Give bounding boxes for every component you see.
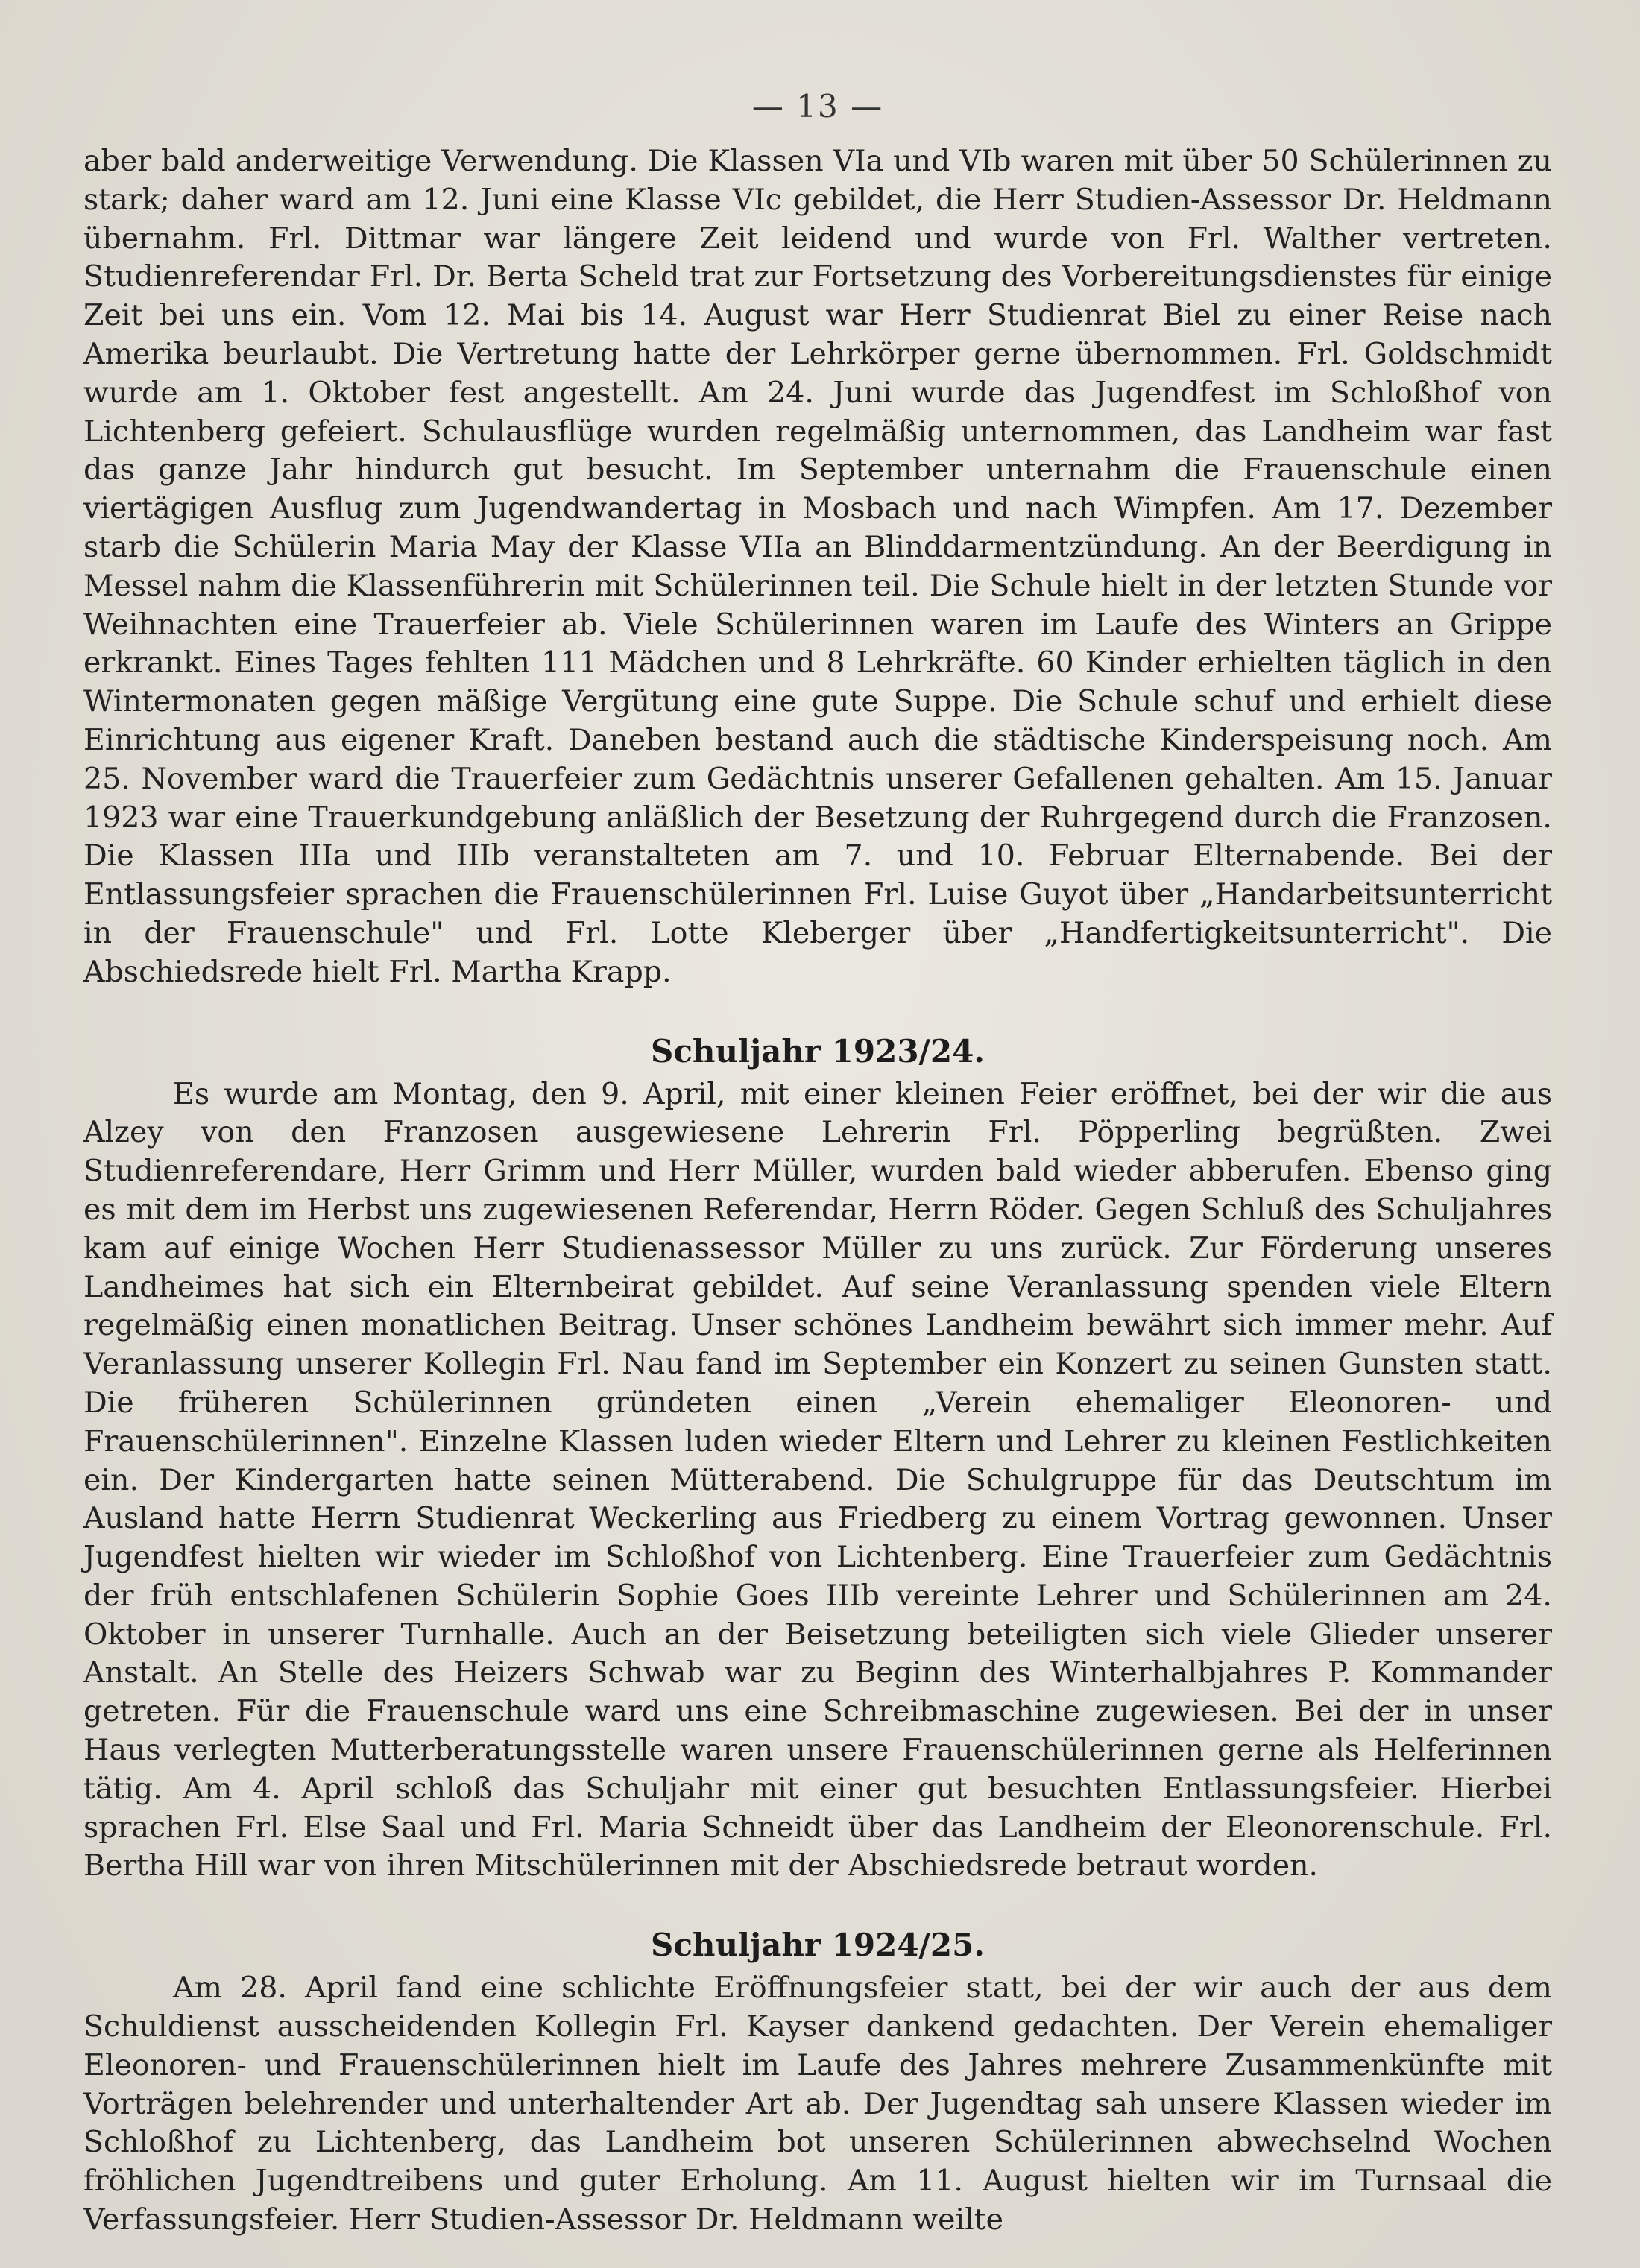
section-text-1923-24: Es wurde am Montag, den 9. April, mit einer kleinen Feier eröffnet, bei der wir die aus Alzey von den Franzosen ausgewiesene Lehrerin Frl. Pöpperling begrüßten. Zwei Studienreferendare, Herr Grimm und Herr Müller, wurden bald wieder abberufen. Ebenso ging es mit dem im Herbst uns zugewiesenen Referendar, Herrn Röder. Gegen Schluß des Schuljahres kam auf einige Wochen Herr Studienassessor Müller zu uns zurück. Zur Förderung unseres Landheimes hat sich ein Elternbeirat gebildet. Auf seine Veranlassung spenden viele Eltern regelmäßig einen monatlichen Beitrag. Unser schönes Landheim bewährt sich immer mehr. Auf Veranlassung unserer Kollegin Frl. Nau fand im September ein Konzert zu seinen Gunsten statt. Die früheren Schülerinnen gründeten einen „Verein ehemaliger Eleonoren- und Frauenschülerinnen". Einzelne Klassen luden wieder Eltern und Lehrer zu kleinen Festlichkeiten ein. Der Kindergarten hatte seinen Mütterabend. Die Schulgruppe für das Deutschtum im Ausland hatte Herrn Studienrat Weckerling aus Friedberg zu einem Vortrag gewonnen. Unser Jugendfest hielten wir wieder im Schloßhof von Lichtenberg. Eine Trauerfeier zum Gedächtnis der früh entschlafenen Schülerin Sophie Goes IIIb vereinte Lehrer und Schülerinnen am 24. Oktober in unserer Turnhalle. Auch an der Beisetzung beteiligten sich viele Glieder unserer Anstalt. An Stelle des Heizers Schwab war zu Beginn des Winterhalbjahres P. Kommander getreten. Für die Frauenschule ward uns eine Schreibmaschine zugewiesen. Bei der in unser Haus verlegten Mutterberatungsstelle waren unsere Frauenschülerinnen gerne als Helferinnen tätig. Am 4. April schloß das Schuljahr mit einer gut besuchten Entlassungsfeier. Hierbei sprachen Frl. Else Saal und Frl. Maria Schneidt über das Landheim der Eleonorenschule. Frl. Bertha Hill war von ihren Mitschülerinnen mit der Abschiedsrede betraut worden. [83,1076,1552,1883]
section-heading-1924-25: Schuljahr 1924/25. [651,1927,985,1964]
page-number: — 13 — [751,88,884,124]
section-text-1924-25: Am 28. April fand eine schlichte Eröffnungsfeier statt, bei der wir auch der aus dem Schuldienst ausscheidenden Kollegin Frl. Kayser dankend gedachten. Der Verein ehemaliger Eleonoren- und Frauenschülerinnen hielt im Laufe des Jahres mehrere Zusammenkünfte mit Vorträgen belehrender und unterhaltender Art ab. Der Jugendtag sah unsere Klassen wieder im Schloßhof zu Lichtenberg, das Landheim bot unseren Schülerinnen abwechselnd Wochen fröhlichen Jugendtreibens und guter Erholung. Am 11. August hielten wir im Turnsaal die Verfassungsfeier. Herr Studien-Assessor Dr. Heldmann weilte [83,1971,1552,2237]
paragraph-continued: aber bald anderweitige Verwendung. Die Klassen VIa und VIb waren mit über 50 Schülerinnen zu stark; daher ward am 12. Juni eine Klasse VIc gebildet, die Herr Studien-Assessor Dr. Heldmann übernahm. Frl. Dittmar war längere Zeit leidend und wurde von Frl. Walther vertreten. Studienreferendar Frl. Dr. Berta Scheld trat zur Fortsetzung des Vorbereitungsdienstes für einige Zeit bei uns ein. Vom 12. Mai bis 14. August war Herr Studienrat Biel zu einer Reise nach Amerika beurlaubt. Die Vertretung hatte der Lehrkörper gerne übernommen. Frl. Goldschmidt wurde am 1. Oktober fest angestellt. Am 24. Juni wurde das Jugendfest im Schloßhof von Lichtenberg gefeiert. Schulausflüge wurden regelmäßig unternommen, das Landheim war fast das ganze Jahr hindurch gut besucht. Im September unternahm die Frauenschule einen viertägigen Ausflug zum Jugendwandertag in Mosbach und nach Wimpfen. Am 17. Dezember starb die Schülerin Maria May der Klasse VIIa an Blinddarmentzündung. An der Beerdigung in Messel nahm die Klassenführerin mit Schülerinnen teil. Die Schule hielt in der letzten Stunde vor Weihnachten eine Trauerfeier ab. Viele Schülerinnen waren im Laufe des Winters an Grippe erkrankt. Eines Tages fehlten 111 Mädchen und 8 Lehrkräfte. 60 Kinder erhielten täglich in den Wintermonaten gegen mäßige Vergütung eine gute Suppe. Die Schule schuf und erhielt diese Einrichtung aus eigener Kraft. Daneben bestand auch die städtische Kinderspeisung noch. Am 25. November ward die Trauerfeier zum Gedächtnis unserer Gefallenen gehalten. Am 15. Januar 1923 war eine Trauerkundgebung anläßlich der Besetzung der Ruhrgegend durch die Franzosen. Die Klassen IIIa und IIIb veranstalteten am 7. und 10. Februar Elternabende. Bei der Entlassungsfeier sprachen die Frauenschülerinnen Frl. Luise Guyot über „Handarbeitsunterricht in der Frauenschule" und Frl. Lotte Kleberger über „Handfertigkeitsunterricht". Die Abschiedsrede hielt Frl. Martha Krapp. [83,144,1552,989]
section-heading-1923-24: Schuljahr 1923/24. [651,1032,985,1070]
